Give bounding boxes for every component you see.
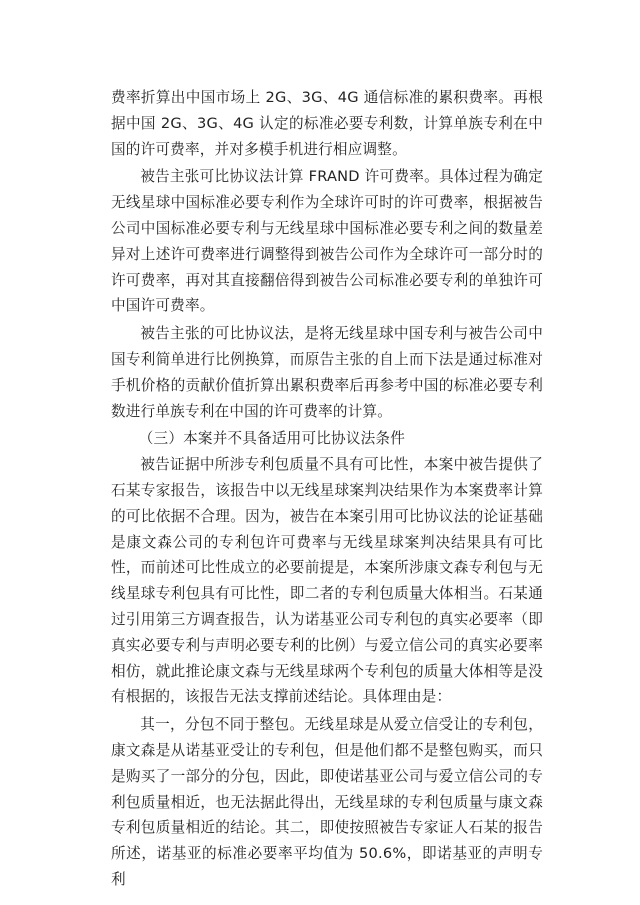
paragraph-continued: 费率折算出中国市场上 2G、3G、4G 通信标准的累积费率。再根据中国 2G、3G、4G 认定的标准必要专利数，计算单族专利在中国的许可费率，并对多模手机进行相应调整。 (111, 89, 543, 158)
paragraph-evidence-comparability: 被告证据中所涉专利包质量不具有可比性，本案中被告提供了石某专家报告，该报告中以无线星球案判决结果作为本案费率计算的可比依据不合理。因为，被告在本案引用可比协议法的论证基础是康文森公司的专利包许可费率与无线星球案判决结果具有可比性，而前述可比性成立的必要前提是，本案所涉康文森专利包与无线星球专利包具有可比性，即二者的专利包质量大体相当。石某通过引用第三方调查报告，认为诺基亚公司专利包的真实必要率（即真实必要专利与声明必要专利的比例）与爱立信公司的真实必要率相仿，就此推论康文森与无线星球两个专利包的质量大体相等是没有根据的，该报告无法支撑前述结论。具体理由是： (111, 456, 543, 706)
document-body (111, 85, 543, 895)
paragraph-defendant-frand-claim: 被告主张可比协议法计算 FRAND 许可费率。具体过程为确定无线星球中国标准必要专利作为全球许可时的许可费率，根据被告公司中国标准必要专利与无线星球中国标准必要专利之间的数量差异对上述许可费率进行调整得到被告公司作为全球许可一部分时的许可费率，再对其直接翻倍得到被告公司标准必要专利的单独许可中国许可费率。 (111, 168, 543, 315)
paragraph-method-comparison: 被告主张的可比协议法，是将无线星球中国专利与被告公司中国专利简单进行比例换算，而原告主张的自上而下法是通过标准对手机价格的贡献价值折算出累积费率后再参考中国的标准必要专利数进行单族专利在中国的许可费率的计算。 (111, 325, 543, 420)
paragraph-reasons: 其一，分包不同于整包。无线星球是从爱立信受让的专利包，康文森是从诺基亚受让的专利包，但是他们都不是整包购买，而只是购买了一部分的分包，因此，即使诺基亚公司与爱立信公司的专利包质量相近，也无法据此得出，无线星球的专利包质量与康文森专利包质量相近的结论。其二，即使按照被告专家证人石某的报告所述，诺基亚的标准必要率平均值为 50.6%，即诺基亚的声明专利 (111, 716, 543, 888)
section-heading: （三）本案并不具备适用可比协议法条件 (138, 430, 406, 448)
